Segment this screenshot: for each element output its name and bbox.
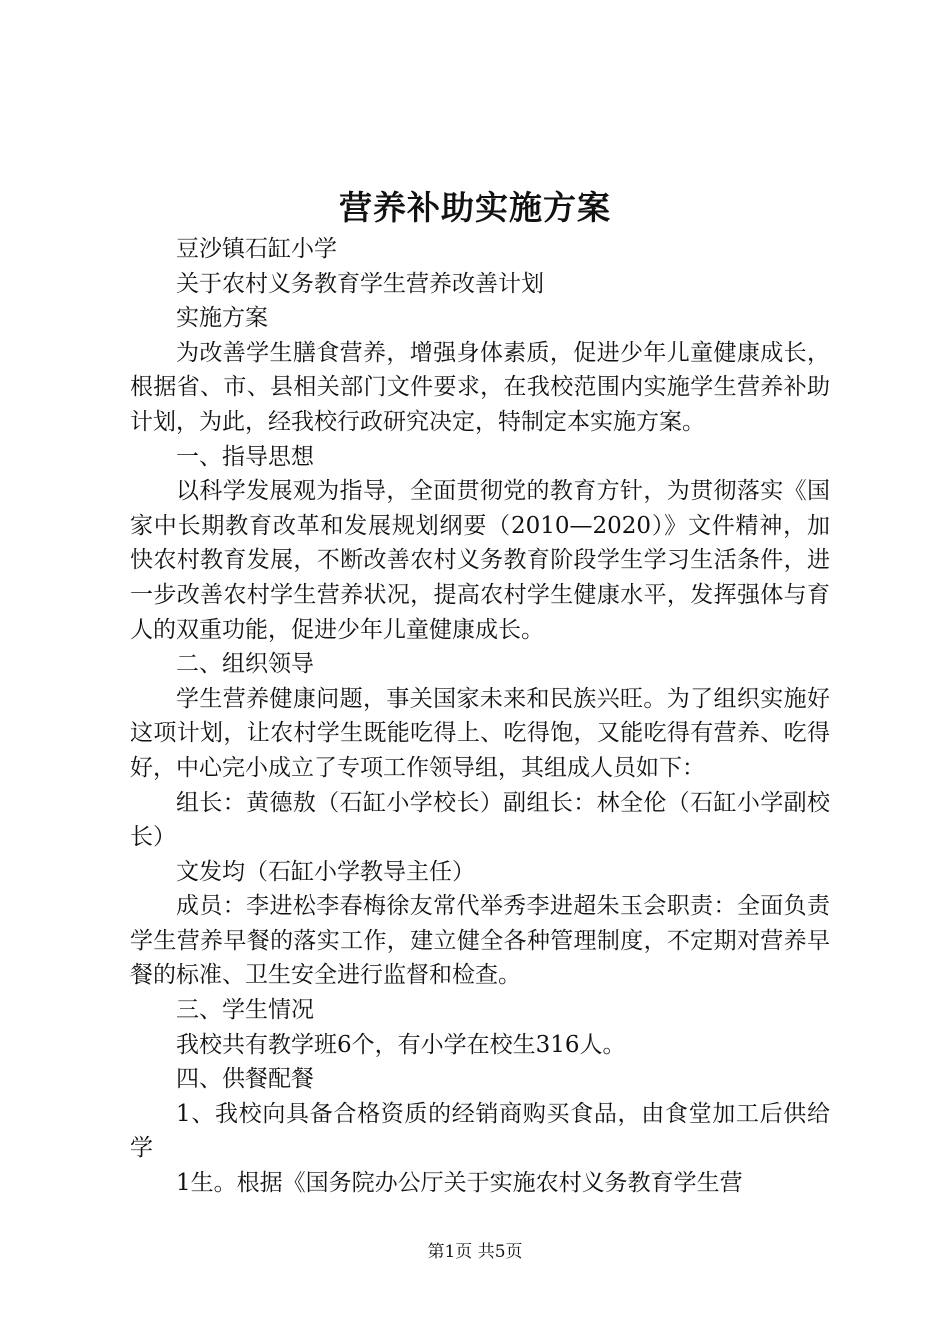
paragraph-plan-label: 实施方案 [176,305,268,332]
paragraph-intro: 为改善学生膳食营养，增强身体素质，促进少年儿童健康成长，根据省、市、县相关部门文件要求，在我校范围内实施学生营养补助计划，为此，经我校行政研究决定，特制定本实施方案。 [130,339,830,435]
paragraph-leaders: 组长：黄德敖（石缸小学校长）副组长：林全伦（石缸小学副校长） [130,789,830,851]
paragraph-meals-1: 1、我校向具备合格资质的经销商购买食品，由食堂加工后供给学 [130,1100,830,1162]
section-heading-meals: 四、供餐配餐 [176,1066,314,1093]
section-heading-students: 三、学生情况 [176,997,314,1024]
paragraph-deputy: 文发均（石缸小学教导主任） [176,858,475,885]
paragraph-guiding-thought: 以科学发展观为指导，全面贯彻党的教育方针，为贯彻落实《国家中长期教育改革和发展规划纲要（2010—2020）》文件精神，加快农村教育发展，不断改善农村义务教育阶段学生学习生活条件，进一步改善农村学生营养状况，提高农村学生健康水平，发挥强体与育人的双重功能，促进少年儿童健康成长。 [130,478,830,643]
document-title: 营养补助实施方案 [339,188,611,227]
paragraph-school-name: 豆沙镇石缸小学 [176,236,337,262]
paragraph-students: 我校共有教学班6个，有小学在校生316人。 [176,1031,626,1058]
paragraph-meals-2: 1生。根据《国务院办公厅关于实施农村义务教育学生营 [176,1170,743,1197]
paragraph-plan-subject: 关于农村义务教育学生营养改善计划 [176,270,544,297]
paragraph-organization: 学生营养健康问题，事关国家未来和民族兴旺。为了组织实施好这项计划，让农村学生既能吃得上、吃得饱，又能吃得有营养、吃得好，中心完小成立了专项工作领导组，其组成人员如下： [130,685,830,781]
document-body [130,232,830,1201]
section-heading-organization: 二、组织领导 [176,651,314,678]
paragraph-members: 成员：李进松李春梅徐友常代举秀李进超朱玉会职责：全面负责学生营养早餐的落实工作，建立健全各种管理制度，不定期对营养早餐的标准、卫生安全进行监督和检查。 [130,893,830,989]
section-heading-guiding-thought: 一、指导思想 [176,443,314,470]
page-footer: 第1页 共5页 [427,1242,523,1262]
